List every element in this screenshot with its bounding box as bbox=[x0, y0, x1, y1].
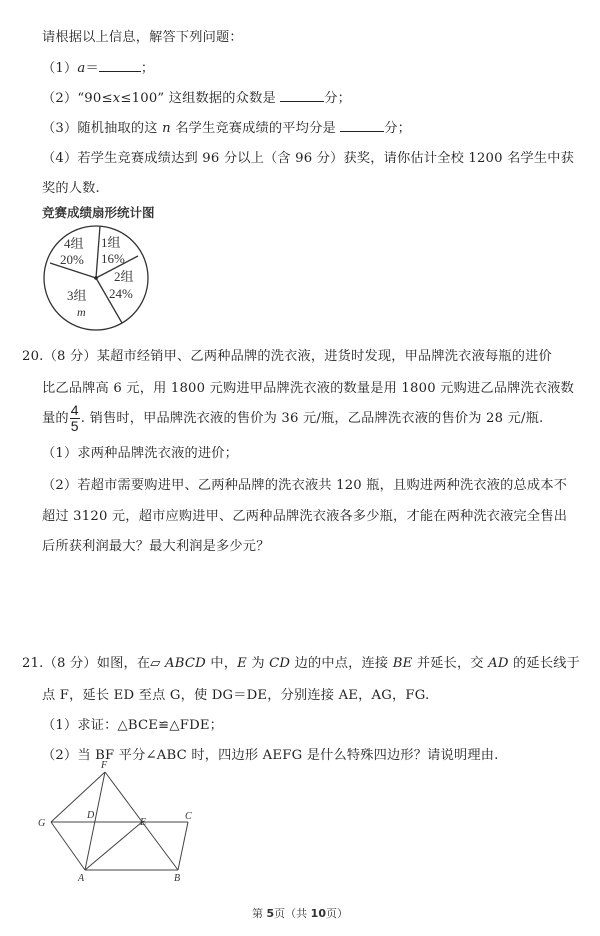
q19-part4-line2: 奖的人数. bbox=[42, 181, 100, 196]
q19-part1-suffix: ； bbox=[140, 61, 155, 76]
point-G-label: G bbox=[38, 818, 46, 829]
answer-blank-mode[interactable] bbox=[280, 89, 324, 102]
q21-line1 bbox=[22, 652, 580, 671]
q20-part1: （1）求两种品牌洗衣液的进价； bbox=[42, 446, 239, 461]
q21-l1-abcd: ABCD bbox=[165, 656, 206, 671]
q21-part1: （1）求证：△BCE≌△FDE； bbox=[42, 718, 224, 733]
answer-blank-mean[interactable] bbox=[340, 119, 384, 132]
q21-l1-a: 21.（8 分）如图，在▱ bbox=[22, 656, 166, 671]
pie-value-group2: 24% bbox=[109, 286, 133, 301]
point-E-label: E bbox=[140, 817, 147, 828]
footer-mid: 页（共 bbox=[274, 907, 311, 920]
intro-text: 请根据以上信息，解答下列问题： bbox=[42, 30, 243, 45]
footer-prefix: 第 bbox=[252, 907, 267, 920]
var-a: a bbox=[77, 61, 86, 76]
q19-part3-mid: 名学生竞赛成绩的平均分是 bbox=[170, 121, 341, 136]
q21-l1-i: 并延长，交 bbox=[412, 656, 489, 671]
geometry-figure bbox=[30, 755, 230, 895]
pie-center-dot bbox=[94, 276, 98, 280]
point-B-label: B bbox=[174, 873, 181, 884]
q19-part3-prefix: （3）随机抽取的这 bbox=[42, 121, 163, 136]
q19-part3-suffix: 分； bbox=[384, 121, 412, 136]
q21-l1-be: BE bbox=[392, 656, 413, 671]
q21-l1-wei: 为 bbox=[246, 656, 270, 671]
pie-label-group4: 4组 bbox=[64, 236, 84, 251]
q21-part2: （2）当 BF 平分∠ABC 时，四边形 AEFG 是什么特殊四边形？请说明理由. bbox=[42, 748, 499, 763]
q19-part2-mid: ≤100” 这组数据的众数是 bbox=[120, 91, 281, 106]
fraction-denominator: 5 bbox=[70, 418, 79, 434]
q21-l1-c: 中， bbox=[205, 656, 238, 671]
pie-value-group4: 20% bbox=[60, 252, 84, 267]
point-F-label: F bbox=[101, 760, 108, 771]
q20-line3-suffix: . 销售时，甲品牌洗衣液的售价为 36 元/瓶，乙品牌洗衣液的售价为 28 元/瓶. bbox=[80, 411, 544, 426]
pie-label-group1: 1组 bbox=[101, 235, 121, 250]
fraction-numerator: 4 bbox=[70, 402, 79, 418]
q20-line1: 20.（8 分）某超市经销甲、乙两种品牌的洗衣液，进货时发现，甲品牌洗衣液每瓶的进价 bbox=[22, 349, 552, 364]
point-C-label: C bbox=[185, 811, 192, 822]
pie-label-group3: 3组 bbox=[67, 288, 87, 303]
q20-part2-line3: 后所获利润最大？最大利润是多少元？ bbox=[42, 539, 270, 554]
pie-value-group1: 16% bbox=[101, 251, 125, 266]
q19-part1-eq: ＝ bbox=[85, 61, 99, 76]
point-D-label: D bbox=[87, 810, 95, 821]
var-n: n bbox=[162, 121, 171, 136]
line-GF bbox=[51, 772, 105, 822]
pie-value-group3: m bbox=[77, 305, 86, 319]
q20-line3-prefix: 量的 bbox=[42, 411, 69, 426]
pie-chart bbox=[0, 0, 200, 340]
page-number: 5 bbox=[266, 907, 275, 920]
q19-part4-line1: （4）若学生竞赛成绩达到 96 分以上（含 96 分）获奖，请你估计全校 1200 名学生中获 bbox=[42, 151, 575, 166]
var-x: x bbox=[112, 91, 121, 106]
point-A-label: A bbox=[78, 873, 85, 884]
footer-suffix: 页） bbox=[325, 907, 348, 920]
line-BC bbox=[178, 822, 188, 870]
q20-line2: 比乙品牌高 6 元，用 1800 元购进甲品牌洗衣液的数量是用 1800 元购进乙品牌洗衣液数 bbox=[42, 381, 575, 396]
q21-l1-e: E bbox=[237, 656, 247, 671]
pie-chart-title: 竞赛成绩扇形统计图 bbox=[42, 205, 155, 220]
q20-line3 bbox=[42, 403, 543, 434]
q19-part1-prefix: （1） bbox=[42, 61, 78, 76]
q19-part2-prefix: （2）“90≤ bbox=[42, 91, 113, 106]
total-pages: 10 bbox=[310, 907, 326, 920]
pie-label-group2: 2组 bbox=[114, 269, 134, 284]
q21-l1-g: 边的中点，连接 bbox=[290, 656, 393, 671]
q21-l1-cd: CD bbox=[269, 656, 291, 671]
fraction-four-fifths bbox=[70, 403, 80, 434]
q20-part2-line2: 超过 3120 元，超市应购进甲、乙两种品牌洗衣液各多少瓶，才能在两种洗衣液完全售出 bbox=[42, 509, 568, 524]
q21-l1-k: 的延长线于 bbox=[508, 656, 580, 671]
q20-part2-line1: （2）若超市需要购进甲、乙两种品牌的洗衣液共 120 瓶，且购进两种洗衣液的总成本不 bbox=[42, 478, 568, 493]
q19-part2-suffix: 分； bbox=[324, 91, 352, 106]
line-GA bbox=[51, 822, 85, 870]
q21-l1-ad: AD bbox=[488, 656, 509, 671]
page-footer bbox=[0, 905, 600, 921]
q21-line2: 点 F，延长 ED 至点 G，使 DG＝DE，分别连接 AE，AG，FG. bbox=[42, 688, 430, 703]
